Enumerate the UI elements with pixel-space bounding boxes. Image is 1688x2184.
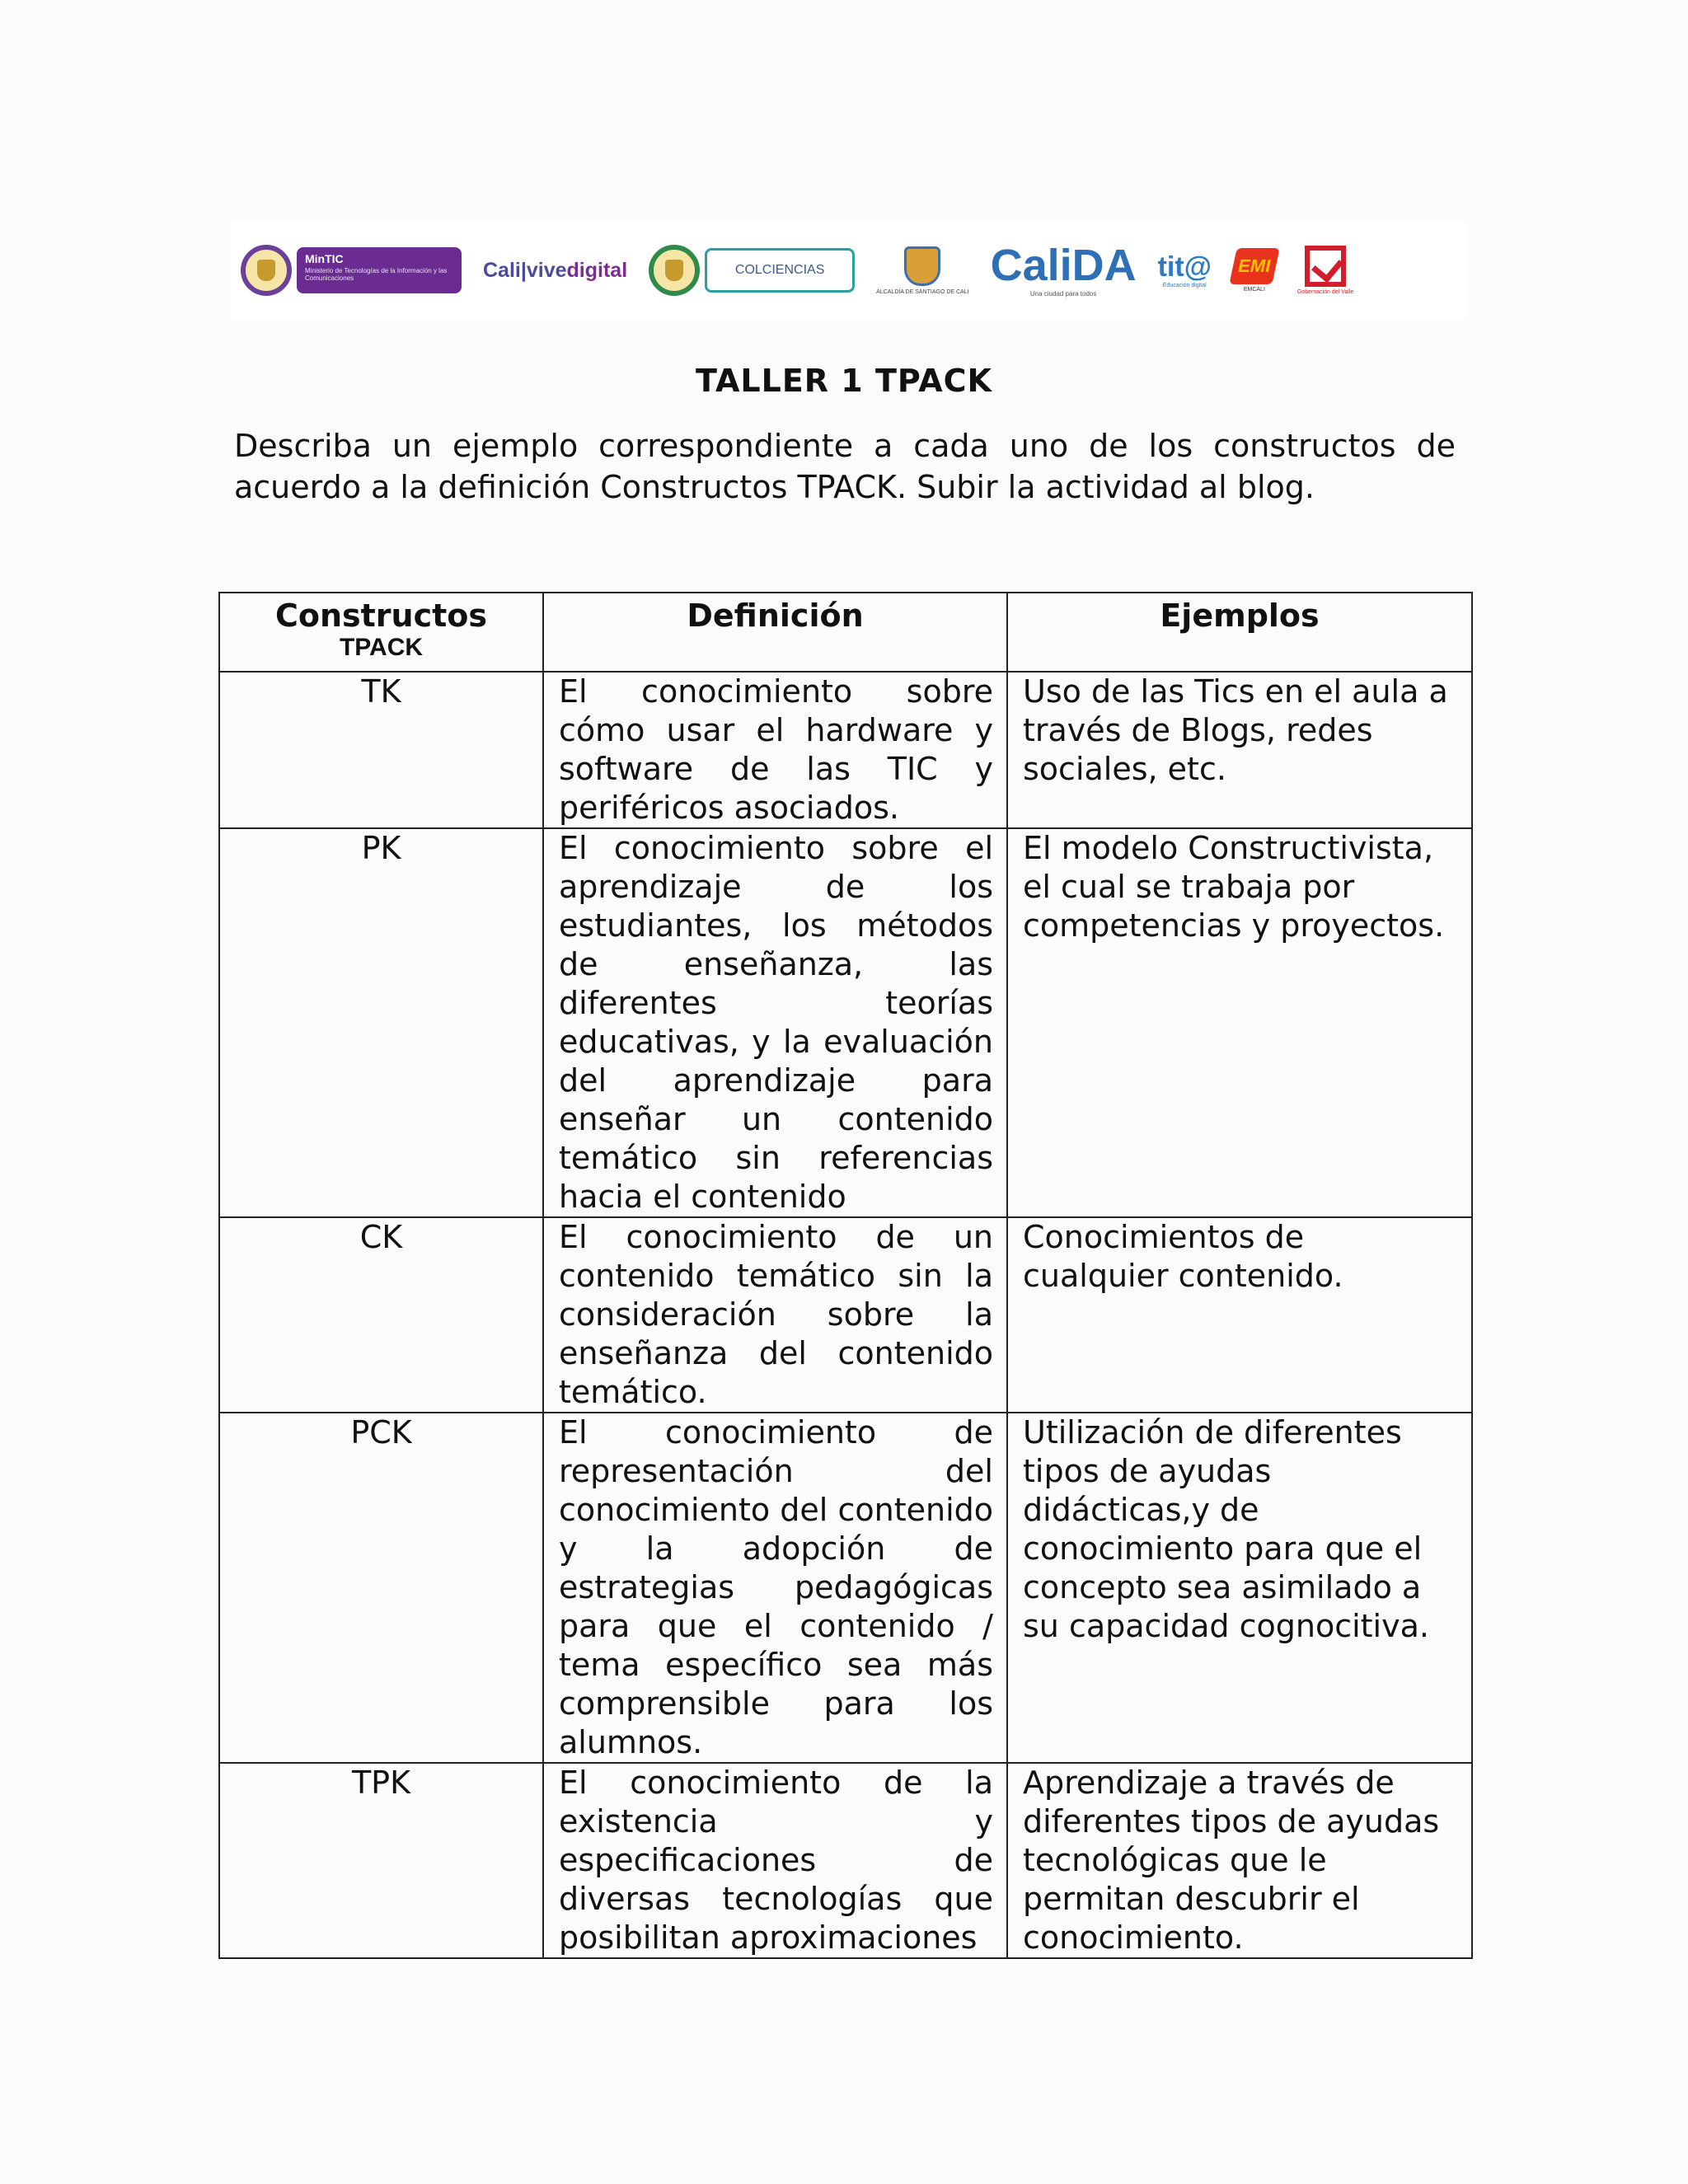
emcali-logo [1233, 248, 1276, 293]
construct-definition [543, 672, 1007, 828]
construct-definition [543, 1763, 1007, 1958]
table-row [219, 828, 1472, 1217]
calivive-part2: vive [526, 258, 567, 282]
calivive-separator: | [520, 258, 527, 282]
coat-of-arms-icon [904, 246, 940, 286]
construct-code: PCK [219, 1413, 543, 1763]
calivive-part1: Cali [483, 258, 521, 282]
emcali-name: EMCALI [1243, 287, 1265, 293]
example-text: Aprendizaje a través de diferentes tipos de ayudas tecnológicas que le permitan descubrir el conocimiento. [1023, 1765, 1440, 1956]
construct-code: TK [219, 672, 543, 828]
calida-tagline: Una ciudad para todos [1029, 290, 1097, 298]
valle-name: Gobernación del Valle [1296, 289, 1354, 295]
calida-name: CaliDA [990, 241, 1137, 290]
intro-paragraph: Describa un ejemplo correspondiente a cada uno de los constructos de acuerdo a la definición Constructos TPACK. Subir la actividad al blog. [234, 428, 1456, 505]
definition-text: El conocimiento sobre el aprendizaje de los estudiantes, los métodos de enseñanza, las diferentes teorías educativas, y la evaluación del aprendizaje para enseñar un contenido temático sin referencias hacia el contenido [559, 830, 993, 1215]
logo-strip [231, 221, 1467, 320]
definition-text: El conocimiento sobre cómo usar el hardware y software de las TIC y periféricos asociados. [559, 673, 993, 826]
valle-mark-icon [1305, 246, 1346, 287]
definition-text: El conocimiento de la existencia y especificaciones de diversas tecnologías que posibilitan aproximaciones [559, 1765, 993, 1956]
table-row [219, 1413, 1472, 1763]
colciencias-logo [649, 245, 855, 296]
tita-name: tit@ [1157, 251, 1212, 283]
header-definicion [543, 593, 1007, 672]
header-ejemplos-label: Ejemplos [1160, 598, 1320, 634]
mintic-name: MinTIC [305, 252, 344, 265]
header-definicion-label: Definición [687, 598, 864, 634]
construct-example [1007, 1763, 1472, 1958]
construct-code: PK [219, 828, 543, 1217]
construct-example [1007, 1413, 1472, 1763]
calivive-part3: digital [566, 258, 628, 282]
calida-logo [991, 243, 1137, 298]
alcaldia-cali-logo [876, 246, 968, 295]
definition-text: El conocimiento de representación del conocimiento del contenido y la adopción de estrategias pedagógicas para que el contenido / tema específico sea más comprensible para los alumnos. [559, 1414, 993, 1760]
construct-example [1007, 1217, 1472, 1413]
colombia-seal-icon [649, 245, 700, 296]
example-text: Utilización de diferentes tipos de ayudas didácticas,y de conocimiento para que el concepto sea asimilado a su capacidad cognocitiva. [1023, 1414, 1429, 1644]
example-text: Conocimientos de cualquier contenido. [1023, 1219, 1343, 1294]
mintic-tagline: Ministerio de Tecnologías de la Información y las Comunicaciones [305, 267, 448, 282]
construct-definition [543, 828, 1007, 1217]
mintic-logo [241, 245, 462, 296]
header-constructos-sub: TPACK [339, 634, 424, 661]
construct-example [1007, 672, 1472, 828]
colombia-seal-icon [241, 245, 292, 296]
gobernacion-valle-logo [1297, 246, 1353, 295]
colciencias-name: COLCIENCIAS [705, 248, 855, 293]
tita-logo [1158, 253, 1212, 288]
page-title: TALLER 1 TPACK [696, 363, 992, 399]
example-text: Uso de las Tics en el aula a través de Blogs, redes sociales, etc. [1023, 673, 1448, 787]
construct-definition [543, 1217, 1007, 1413]
tpack-table [218, 592, 1473, 1959]
table-row [219, 1763, 1472, 1958]
definition-text: El conocimiento de un contenido temático sin la consideración sobre la enseñanza del contenido temático. [559, 1219, 993, 1410]
header-constructos-label: Constructos [274, 598, 488, 634]
header-ejemplos [1007, 593, 1472, 672]
emcali-mark-icon: EMI [1229, 248, 1279, 284]
table-row [219, 672, 1472, 828]
tita-tagline: Educación digital [1162, 282, 1207, 288]
alcaldia-caption: ALCALDÍA DE SANTIAGO DE CALI [876, 288, 969, 295]
table-header-row [219, 593, 1472, 672]
table-row [219, 1217, 1472, 1413]
construct-definition [543, 1413, 1007, 1763]
construct-example [1007, 828, 1472, 1217]
construct-code: TPK [219, 1763, 543, 1958]
construct-code: CK [219, 1217, 543, 1413]
mintic-box [297, 247, 462, 293]
example-text: El modelo Constructivista, el cual se trabaja por competencias y proyectos. [1023, 830, 1445, 944]
calivive-digital-logo [483, 259, 627, 283]
header-constructos [219, 593, 543, 672]
